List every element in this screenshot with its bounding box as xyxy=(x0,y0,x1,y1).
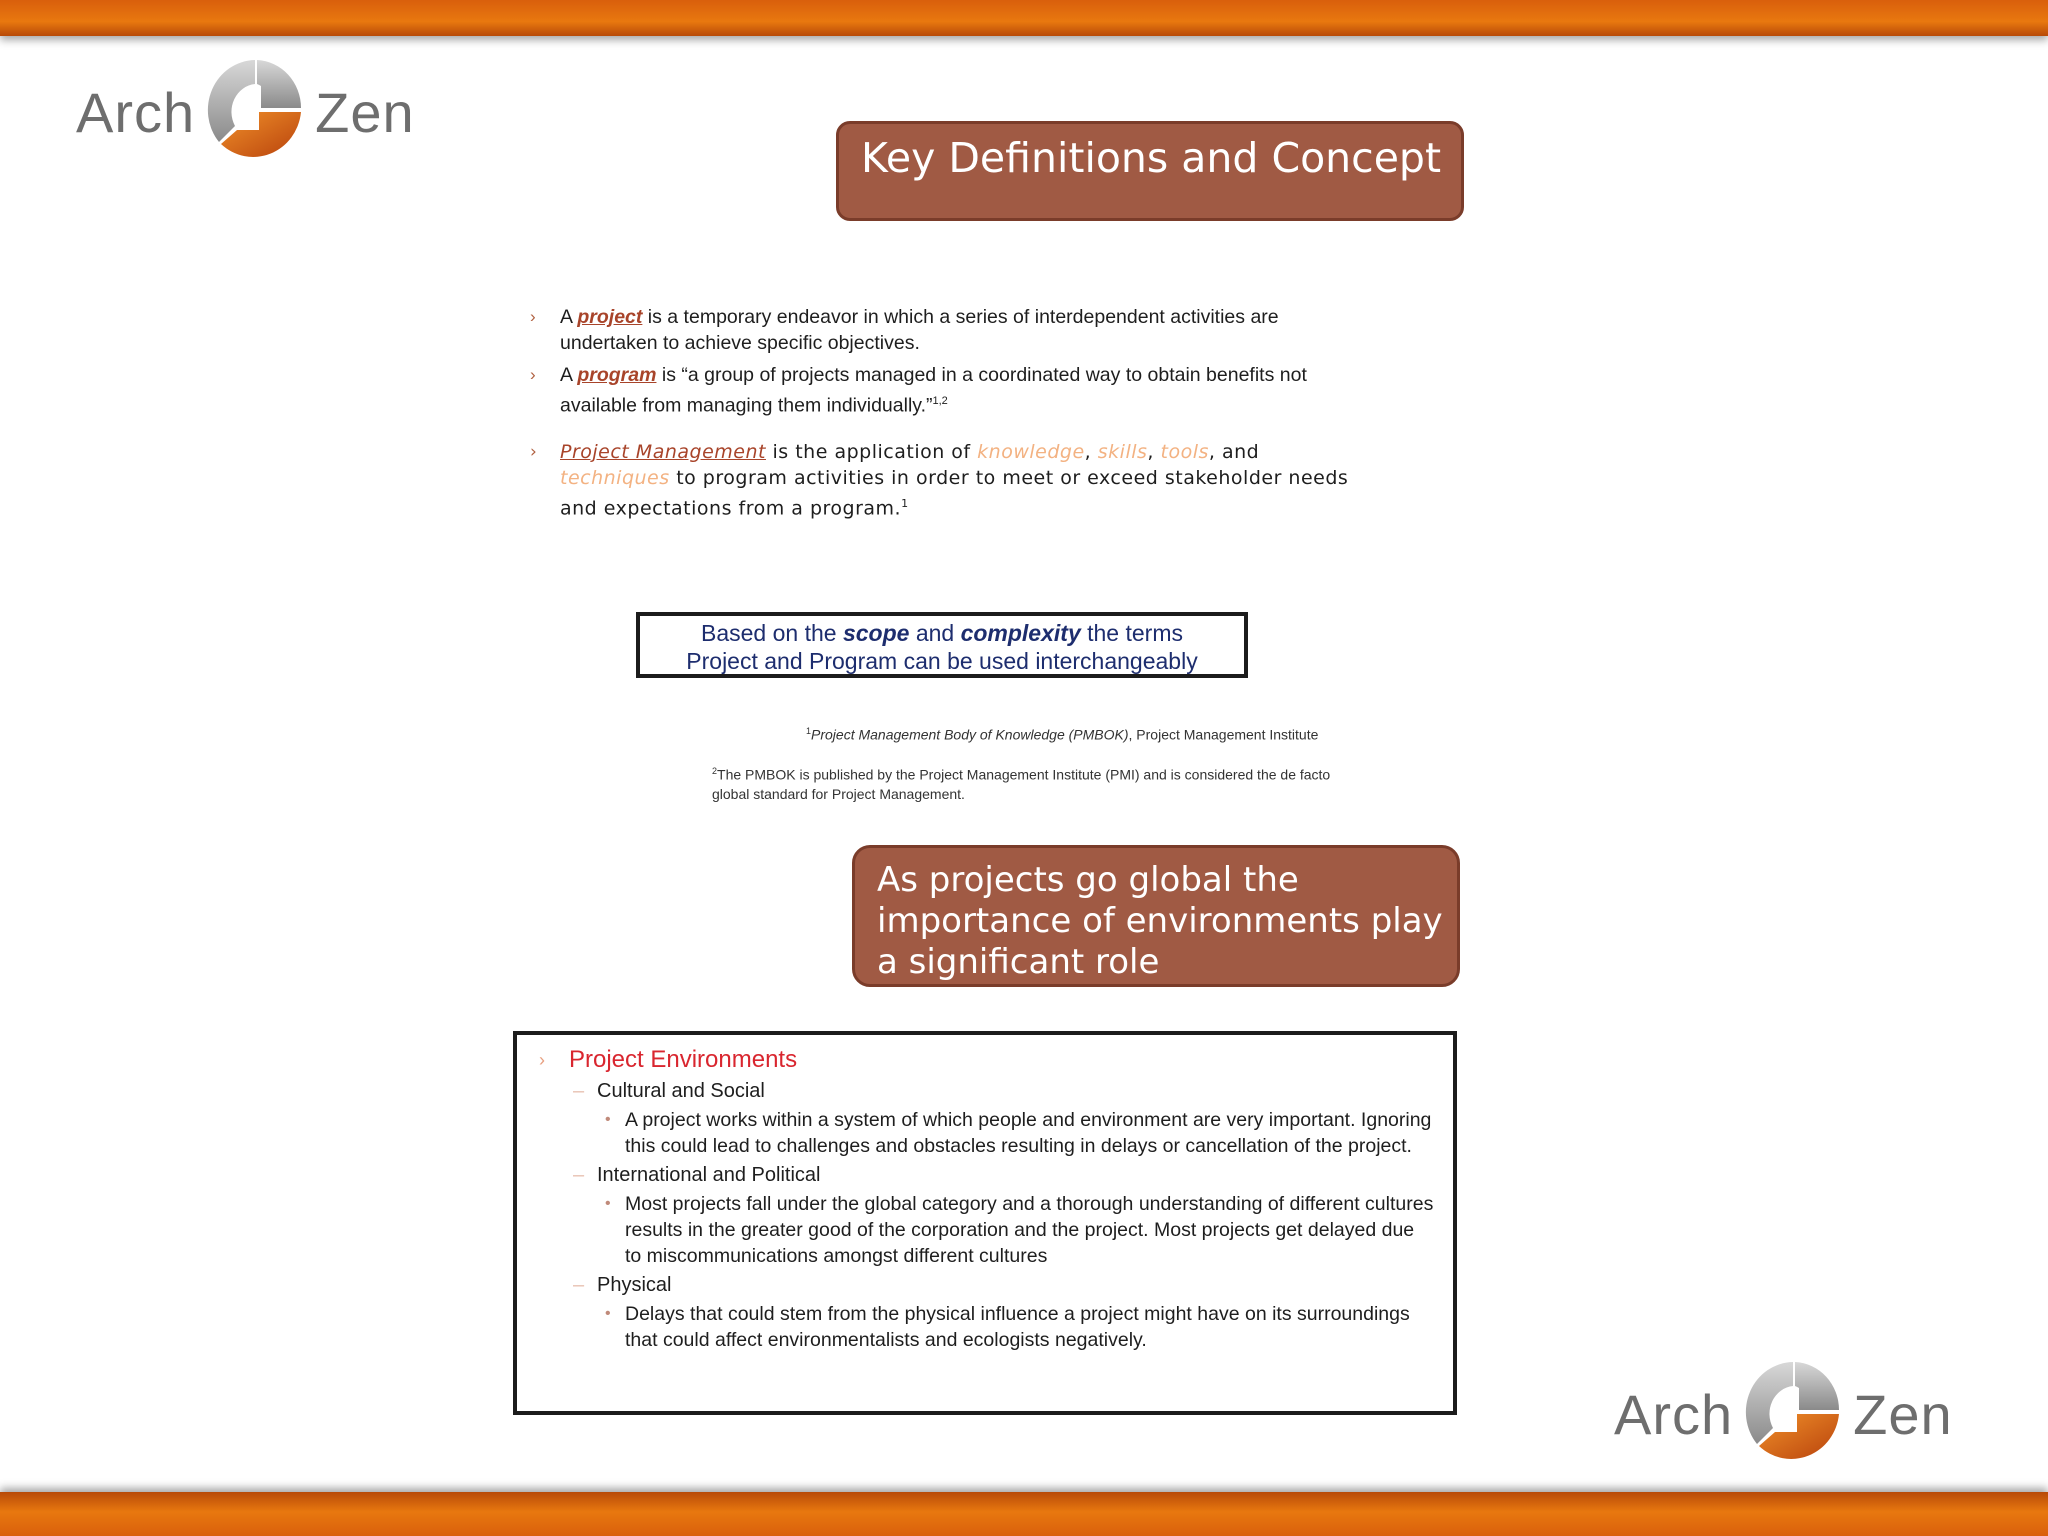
environment-detail-text: A project works within a system of which people and environment are very important. Ignoring this could lead to challenges and obstacles resulting in delays or cancellation of the project. xyxy=(625,1109,1432,1157)
def-lead: A xyxy=(560,364,572,386)
scope-term: scope xyxy=(842,620,910,646)
separator: , xyxy=(1084,440,1092,463)
environments-title: Project Environments xyxy=(569,1046,798,1073)
def-text: to program activities in order to meet or exceed stakeholder needs and expectations from a program. xyxy=(560,466,1349,519)
project-environments-box xyxy=(513,1031,1457,1415)
environment-heading-text: International and Political xyxy=(597,1164,821,1186)
scope-note-line-2: Project and Program can be used interchangeably xyxy=(686,648,1198,674)
complexity-term: complexity xyxy=(960,620,1081,646)
chevron-bullet-icon: › xyxy=(530,441,538,462)
dash-bullet-icon: – xyxy=(573,1274,585,1296)
def-text: is “a group of projects managed in a coordinated way to obtain benefits not available from managing them individually.” xyxy=(560,364,1307,417)
definition-project-management xyxy=(530,439,1350,521)
logo-word-right: Zen xyxy=(315,80,415,144)
environment-heading-text: Physical xyxy=(597,1274,672,1296)
scope-note-box xyxy=(636,612,1248,678)
dash-bullet-icon: – xyxy=(573,1080,585,1102)
def-text: is a temporary endeavor in which a series of interdependent activities are undertaken to achieve specific objectives. xyxy=(560,306,1279,354)
term-project-link[interactable]: project xyxy=(577,306,643,328)
term-techniques: techniques xyxy=(560,466,670,489)
footnote-text: The PMBOK is published by the Project Management Institute (PMI) and is considered the de facto global standard for Project Management. xyxy=(712,766,1331,802)
term-tools: tools xyxy=(1160,440,1209,463)
footnote-ref: 1 xyxy=(901,496,909,510)
definitions-list xyxy=(530,304,1350,521)
chevron-bullet-icon: › xyxy=(539,1050,545,1070)
dot-bullet-icon: • xyxy=(605,1111,611,1128)
chevron-bullet-icon: › xyxy=(530,307,536,326)
scope-text: Based on the xyxy=(700,620,837,646)
environment-heading xyxy=(539,1077,1453,1105)
environment-detail-text: Most projects fall under the global category and a thorough understanding of different cultures results in the greater good of the corporation and the project. Most projects get delayed due to miscommunications amongst different cultures xyxy=(625,1193,1434,1267)
term-program-link[interactable]: program xyxy=(577,364,657,386)
separator: , xyxy=(1147,440,1154,463)
dot-bullet-icon: • xyxy=(605,1305,611,1322)
term-knowledge: knowledge xyxy=(977,440,1085,463)
top-accent-bar xyxy=(0,0,2048,36)
term-skills: skills xyxy=(1097,440,1148,463)
environment-heading xyxy=(539,1161,1453,1189)
bottom-accent-bar xyxy=(0,1492,2048,1536)
footnote-title: Project Management Body of Knowledge (PMBOK) xyxy=(811,726,1129,743)
footnote-marker: 2 xyxy=(712,766,718,776)
environment-heading xyxy=(539,1271,1453,1299)
archzen-logo-bottom xyxy=(1614,1358,1953,1470)
environment-detail-text: Delays that could stem from the physical influence a project might have on its surroundings that could affect environmentalists and ecologists negatively. xyxy=(625,1303,1410,1351)
archzen-logo xyxy=(76,56,415,168)
global-environments-callout: As projects go global the importance of environments play a significant role xyxy=(852,845,1460,987)
chevron-bullet-icon: › xyxy=(530,365,536,384)
logo-word-left: Arch xyxy=(1614,1382,1734,1446)
dot-bullet-icon: • xyxy=(605,1195,611,1212)
footnote-1 xyxy=(806,722,1318,745)
environment-heading-text: Cultural and Social xyxy=(597,1080,765,1102)
slide-title: Key Definitions and Concept xyxy=(836,121,1464,221)
footnote-text: , Project Management Institute xyxy=(1128,726,1319,743)
archzen-emblem-icon xyxy=(1743,1358,1843,1470)
def-lead: A xyxy=(560,306,572,328)
footnote-2 xyxy=(712,762,1362,804)
environment-detail xyxy=(539,1301,1453,1353)
def-text: , and xyxy=(1208,440,1260,463)
def-text: is the application of xyxy=(772,440,971,463)
logo-word-right: Zen xyxy=(1853,1382,1953,1446)
scope-text: and xyxy=(915,620,955,646)
footnote-ref: 1,2 xyxy=(932,395,948,407)
term-project-management-link[interactable]: Project Management xyxy=(560,440,766,463)
scope-note-line-1 xyxy=(640,619,1244,647)
scope-text: the terms xyxy=(1087,620,1183,646)
definition-program xyxy=(530,362,1350,419)
definition-project xyxy=(530,304,1350,356)
logo-word-left: Arch xyxy=(76,80,196,144)
environment-detail xyxy=(539,1107,1453,1159)
archzen-emblem-icon xyxy=(205,56,305,168)
environment-detail xyxy=(539,1191,1453,1269)
environments-heading xyxy=(539,1045,1453,1075)
dash-bullet-icon: – xyxy=(573,1164,585,1186)
footnote-marker: 1 xyxy=(806,726,812,736)
